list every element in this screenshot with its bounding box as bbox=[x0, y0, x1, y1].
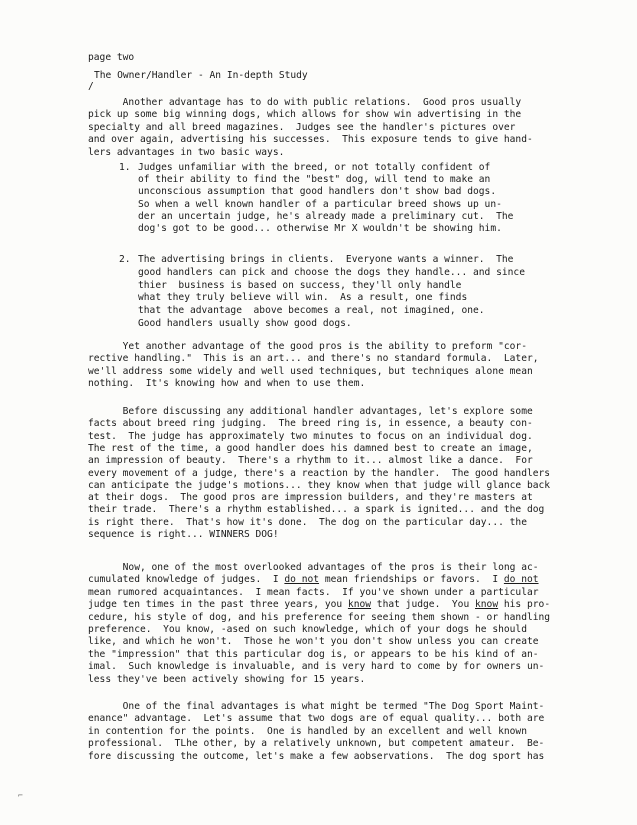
paragraph-5-line: One of the final advantages is what might be termed "The Dog Sport Maint- bbox=[88, 701, 545, 712]
list-number-1: 1. bbox=[119, 162, 131, 173]
paragraph-1-line: pick up some big winning dogs, which allows for show win advertising in the bbox=[88, 109, 522, 121]
paragraph-1-line: Another advantage has to do with public relations. Good pros usually bbox=[88, 97, 522, 108]
paragraph-4-line: judge ten times in the past three years, you know that judge. You know his pro- bbox=[88, 599, 551, 611]
paragraph-5-line: fore discussing the outcome, let's make a few aobservations. The dog sport has bbox=[88, 750, 545, 762]
list-item-2-line: good handlers can pick and choose the dogs they handle... and since bbox=[138, 266, 525, 278]
paragraph-4-line: less they've been actively showing for 15 years. bbox=[88, 673, 366, 685]
paragraph-1-line: lers advantages in two basic ways. bbox=[88, 146, 285, 158]
list-number-2: 2. bbox=[119, 254, 131, 265]
list-item-2-line: what they truly believe will win. As a result, one finds bbox=[138, 292, 468, 304]
paragraph-5-line: enance" advantage. Let's assume that two dogs are of equal quality... both are bbox=[88, 713, 545, 725]
list-item-1-line: der an uncertain judge, he's already made a preliminary cut. The bbox=[138, 210, 514, 222]
paragraph-4-line: cedure, his style of dog, and his preference for seeing them shown - or handling bbox=[88, 611, 551, 623]
paragraph-4-line: Now, one of the most overlooked advantages of the pros is their long ac- bbox=[88, 562, 539, 573]
paragraph-3-line: The rest of the time, a good handler does his damned best to create an image, bbox=[88, 442, 533, 454]
paragraph-2-line: nothing. It's knowing how and when to use them. bbox=[88, 378, 366, 390]
list-item-1-line: Judges unfamiliar with the breed, or not totally confident of bbox=[138, 162, 491, 173]
paragraph-5-line: in contention for the points. One is handled by an excellent and well known bbox=[88, 725, 527, 737]
paragraph-3-line: every movement of a judge, there's a reaction by the handler. The good handlers bbox=[88, 467, 551, 479]
paragraph-3-line: facts about breed ring judging. The breed ring is, in essence, a beauty con- bbox=[88, 418, 533, 430]
paragraph-4-line: the "impression" that this particular dog is, or appears to be his kind of an- bbox=[88, 648, 539, 660]
list-item-2-line: The advertising brings in clients. Everyone wants a winner. The bbox=[138, 254, 514, 265]
paragraph-1-line: specialty and all breed magazines. Judges see the handler's pictures over bbox=[88, 121, 516, 133]
page-label: page two bbox=[88, 52, 135, 63]
list-item-1-line: of their ability to find the "best" dog, will tend to make an bbox=[138, 174, 491, 186]
paragraph-3-line: at their dogs. The good pros are impression builders, and they're masters at bbox=[88, 492, 533, 504]
list-item-2-line: thier business is based on success, they'll only handle bbox=[138, 279, 462, 291]
paragraph-3-line: an impression of beauty. There's a rhythm to it... almost like a dance. For bbox=[88, 455, 533, 467]
stray-slash: / bbox=[88, 81, 94, 92]
paragraph-2-line: Yet another advantage of the good pros is the ability to preform "cor- bbox=[88, 341, 527, 352]
scan-mark: ⌐ bbox=[18, 791, 23, 800]
paragraph-4-line: preference. You know, -ased on such knowledge, which of your dogs he should bbox=[88, 624, 527, 635]
paragraph-4-line: cumulated knowledge of judges. I do not mean friendships or favors. I do not bbox=[88, 574, 539, 586]
list-item-1-line: dog's got to be good... otherwise Mr X wouldn't be showing him. bbox=[138, 223, 502, 234]
list-item-2-line: Good handlers usually show good dogs. bbox=[138, 318, 352, 329]
paragraph-2-line: rective handling." This is an art... and there's no standard formula. Later, bbox=[88, 353, 539, 365]
paragraph-3-line: can anticipate the judge's motions... they know when that judge will glance back bbox=[88, 479, 551, 491]
document-title: The Owner/Handler - An In-depth Study bbox=[94, 70, 308, 81]
paragraph-2-line: we'll address some widely and well used techniques, but techniques alone mean bbox=[88, 365, 533, 377]
paragraph-4-line: like, and which he won't. Those he won't you don't show unless you can create bbox=[88, 636, 539, 648]
paragraph-3-line: Before discussing any additional handler advantages, let's explore some bbox=[88, 406, 533, 417]
paragraph-3-line: their trade. There's a rhythm established... a spark is ignited... and the dog bbox=[88, 504, 545, 516]
paragraph-3-line: test. The judge has approximately two minutes to focus on an individual dog. bbox=[88, 430, 533, 442]
list-item-1-line: So when a well known handler of a particular breed shows up un- bbox=[138, 198, 502, 210]
list-item-2-line: that the advantage above becomes a real, not imagined, one. bbox=[138, 305, 485, 317]
list-item-1-line: unconscious assumption that good handlers don't show bad dogs. bbox=[138, 186, 497, 198]
paragraph-4-line: mean rumored acquaintances. I mean facts. If you've shown under a particular bbox=[88, 586, 539, 598]
paragraph-3-line: sequence is right... WINNERS DOG! bbox=[88, 529, 279, 540]
paragraph-5-line: professional. TLhe other, by a relatively unknown, but competent amateur. Be- bbox=[88, 738, 545, 750]
paragraph-1-line: and over again, advertising his successes. This exposure tends to give hand- bbox=[88, 134, 533, 146]
paragraph-3-line: is right there. That's how it's done. The dog on the particular day... the bbox=[88, 516, 527, 528]
paragraph-4-line: imal. Such knowledge is invaluable, and is very hard to come by for owners un- bbox=[88, 661, 545, 673]
